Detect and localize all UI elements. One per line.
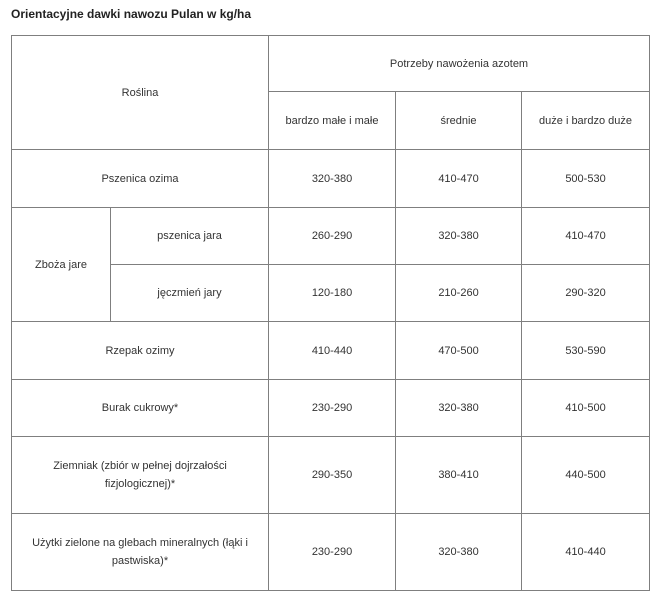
table-row bbox=[12, 380, 650, 437]
header-level-high: duże i bardzo duże bbox=[522, 92, 650, 150]
row-plant-label: jęczmień jary bbox=[111, 265, 269, 322]
row-value: 410-470 bbox=[522, 208, 650, 265]
row-value: 410-470 bbox=[396, 150, 522, 208]
table-title: Orientacyjne dawki nawozu Pulan w kg/ha bbox=[11, 7, 252, 21]
row-value: 440-500 bbox=[522, 437, 650, 514]
header-level-low: bardzo małe i małe bbox=[269, 92, 396, 150]
row-value: 410-500 bbox=[522, 380, 650, 437]
row-value: 290-320 bbox=[522, 265, 650, 322]
row-plant-label: Pszenica ozima bbox=[12, 150, 269, 208]
header-nitrogen-needs: Potrzeby nawożenia azotem bbox=[269, 36, 650, 92]
row-plant-label: pszenica jara bbox=[111, 208, 269, 265]
table-row bbox=[12, 208, 650, 265]
row-value: 230-290 bbox=[269, 514, 396, 591]
header-plant: Roślina bbox=[12, 36, 269, 150]
row-value: 320-380 bbox=[396, 208, 522, 265]
row-value: 500-530 bbox=[522, 150, 650, 208]
row-value: 210-260 bbox=[396, 265, 522, 322]
row-plant-label: Użytki zielone na glebach mineralnych (łąki i pastwiska)* bbox=[12, 514, 269, 591]
row-value: 380-410 bbox=[396, 437, 522, 514]
row-value: 290-350 bbox=[269, 437, 396, 514]
header-row bbox=[12, 36, 650, 92]
header-level-medium: średnie bbox=[396, 92, 522, 150]
row-value: 260-290 bbox=[269, 208, 396, 265]
row-value: 320-380 bbox=[396, 514, 522, 591]
row-value: 410-440 bbox=[269, 322, 396, 380]
row-plant-label: Burak cukrowy* bbox=[12, 380, 269, 437]
row-plant-label: Rzepak ozimy bbox=[12, 322, 269, 380]
table-row bbox=[12, 322, 650, 380]
fertilizer-dose-table bbox=[11, 35, 650, 591]
row-value: 320-380 bbox=[396, 380, 522, 437]
row-value: 470-500 bbox=[396, 322, 522, 380]
table-row bbox=[12, 150, 650, 208]
table-row bbox=[12, 514, 650, 591]
row-value: 120-180 bbox=[269, 265, 396, 322]
table-row bbox=[12, 437, 650, 514]
row-group-label: Zboża jare bbox=[12, 208, 111, 322]
row-value: 230-290 bbox=[269, 380, 396, 437]
row-value: 530-590 bbox=[522, 322, 650, 380]
row-value: 410-440 bbox=[522, 514, 650, 591]
row-value: 320-380 bbox=[269, 150, 396, 208]
row-plant-label: Ziemniak (zbiór w pełnej dojrzałości fizjologicznej)* bbox=[12, 437, 269, 514]
